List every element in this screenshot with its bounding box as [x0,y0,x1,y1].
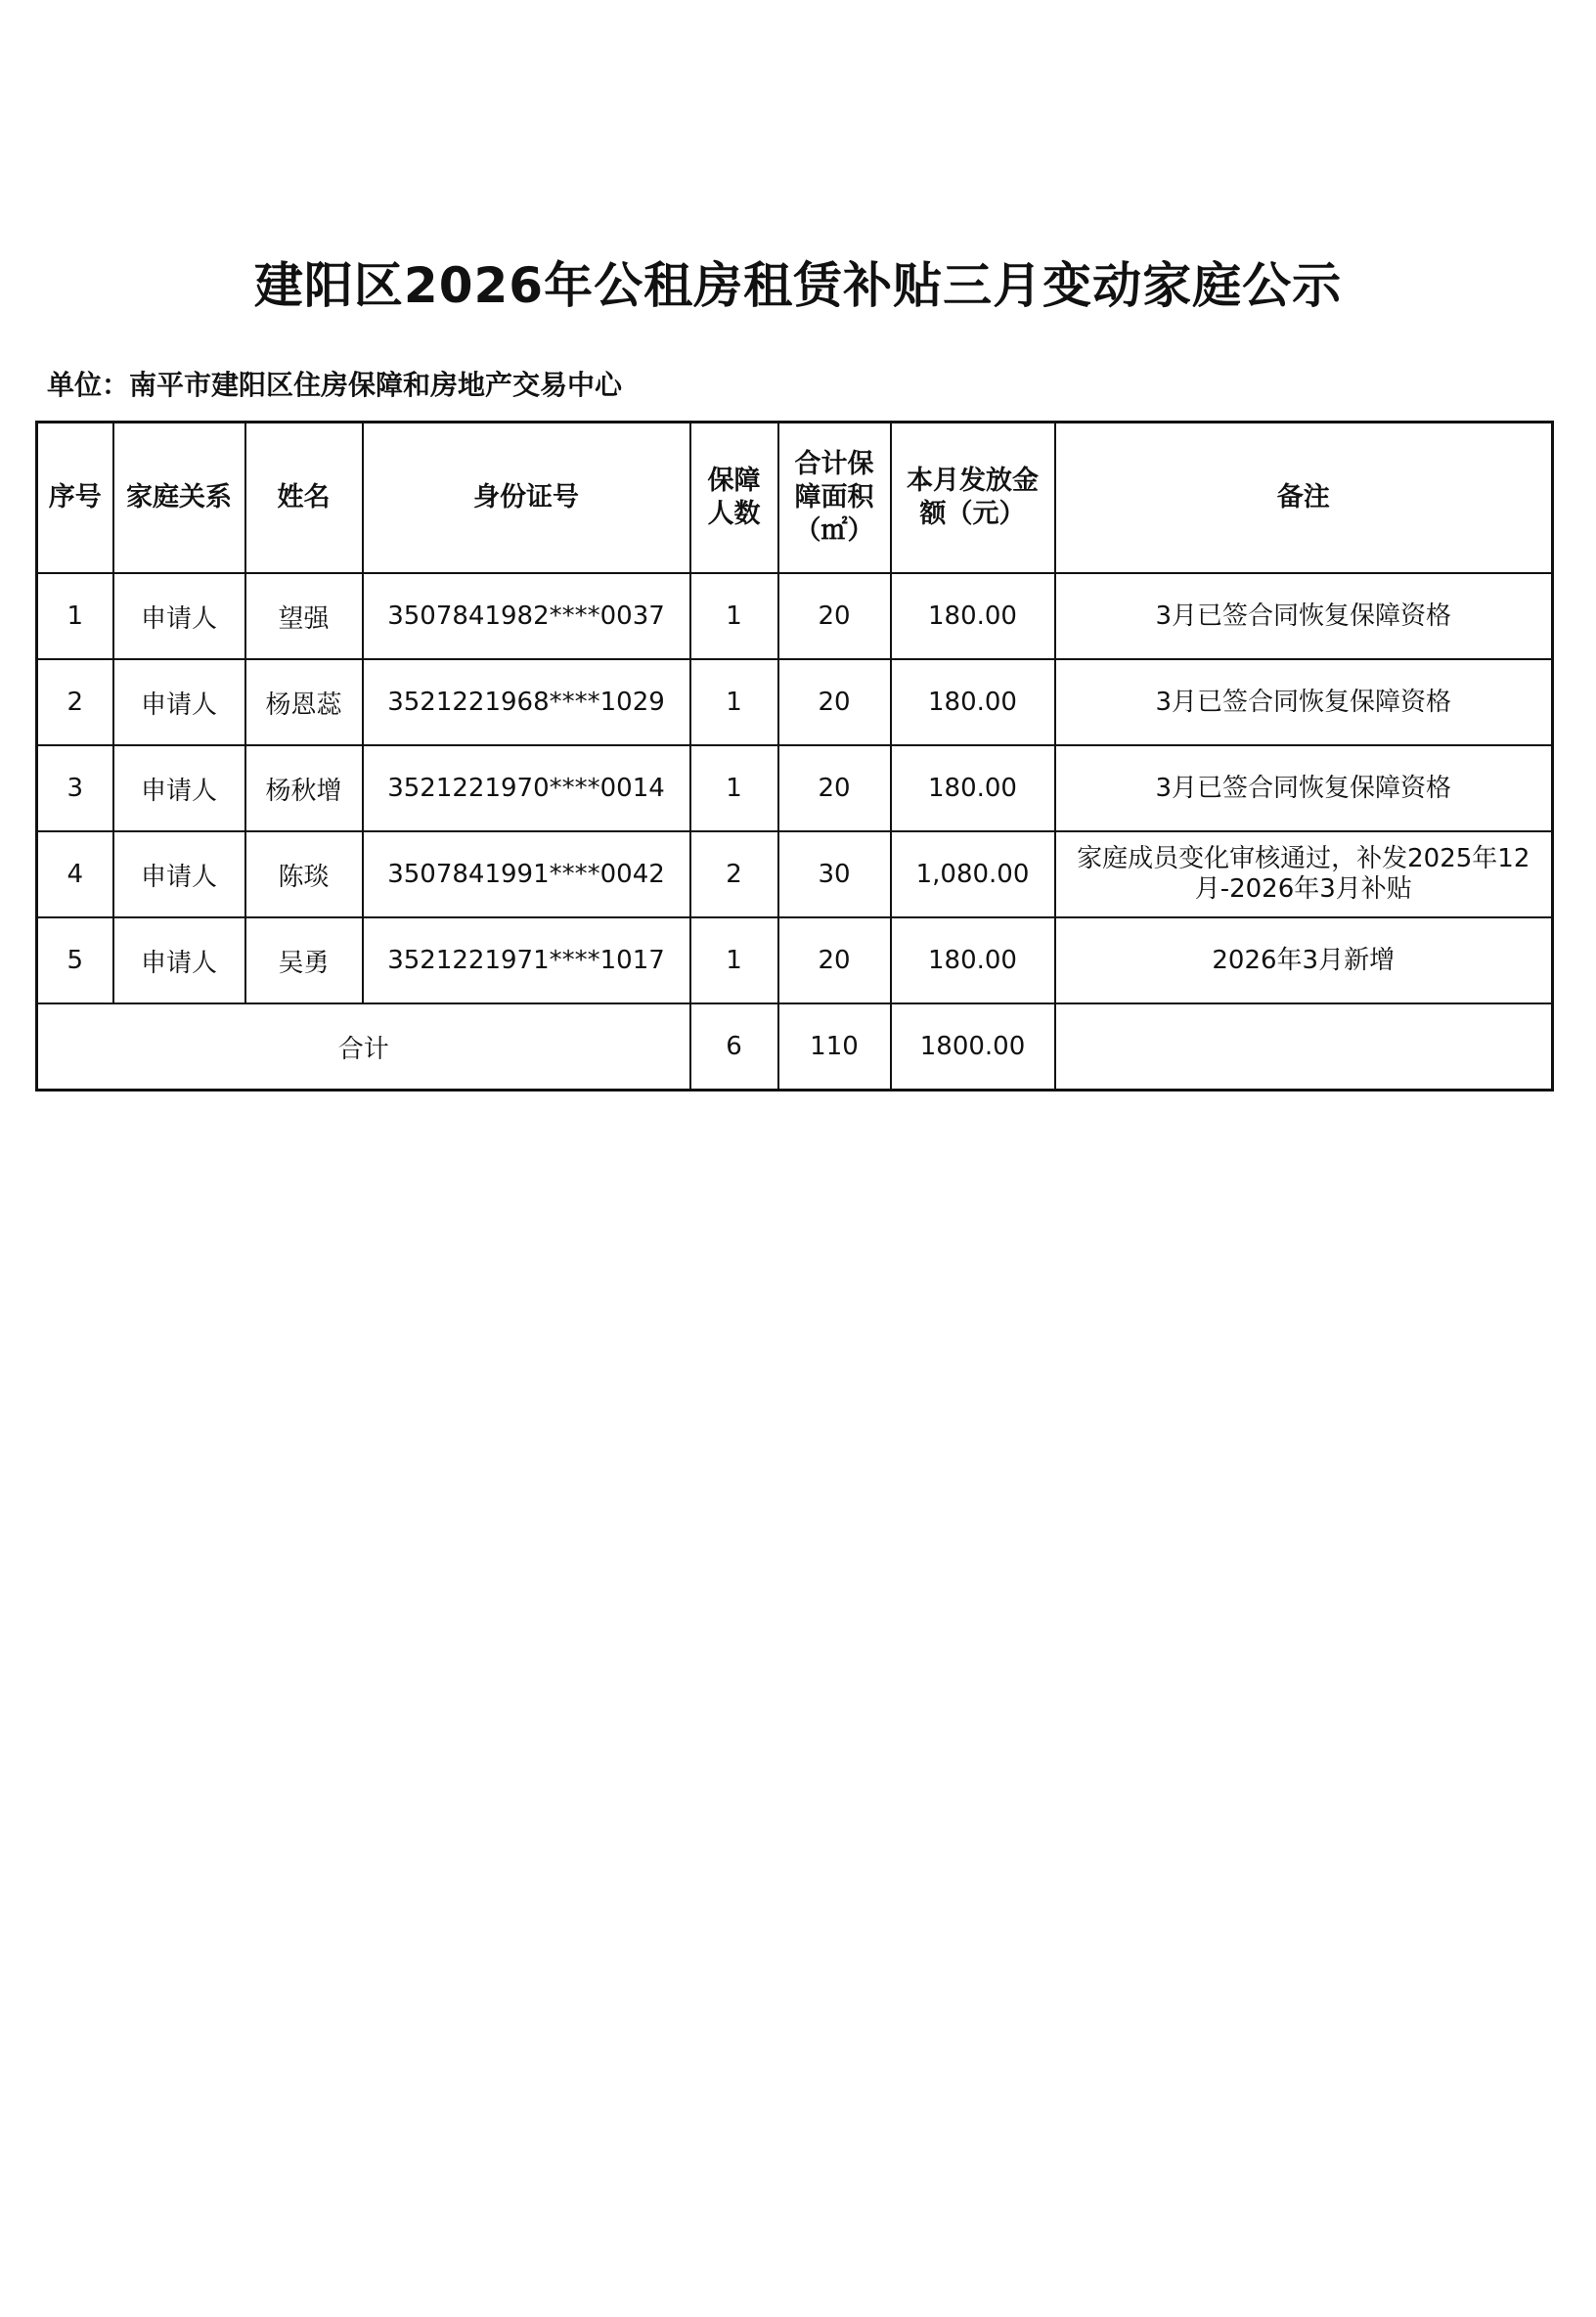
header-name: 姓名 [245,423,363,574]
total-label: 合计 [37,1003,690,1091]
table-row [37,831,1553,917]
cell-area: 20 [778,745,891,831]
total-remarks [1055,1003,1553,1091]
header-amount: 本月发放金额（元） [891,423,1055,574]
total-area: 110 [778,1003,891,1091]
cell-relation: 申请人 [113,831,245,917]
cell-id-number: 3507841982****0037 [363,573,690,659]
cell-relation: 申请人 [113,917,245,1003]
cell-amount: 180.00 [891,573,1055,659]
table-row [37,573,1553,659]
header-id-number: 身份证号 [363,423,690,574]
cell-remarks: 3月已签合同恢复保障资格 [1055,573,1553,659]
cell-area: 20 [778,659,891,745]
unit-line: 单位：南平市建阳区住房保障和房地产交易中心 [47,369,623,401]
cell-persons: 1 [690,659,778,745]
cell-amount: 180.00 [891,917,1055,1003]
total-row [37,1003,1553,1091]
cell-area: 20 [778,573,891,659]
cell-amount: 180.00 [891,745,1055,831]
cell-seq: 4 [37,831,113,917]
subsidy-table [35,421,1554,1092]
cell-persons: 1 [690,917,778,1003]
cell-relation: 申请人 [113,573,245,659]
cell-remarks: 2026年3月新增 [1055,917,1553,1003]
cell-area: 20 [778,917,891,1003]
cell-remarks: 家庭成员变化审核通过，补发2025年12月-2026年3月补贴 [1055,831,1553,917]
cell-remarks: 3月已签合同恢复保障资格 [1055,659,1553,745]
total-persons: 6 [690,1003,778,1091]
cell-relation: 申请人 [113,659,245,745]
cell-seq: 2 [37,659,113,745]
cell-persons: 1 [690,573,778,659]
cell-amount: 1,080.00 [891,831,1055,917]
cell-seq: 5 [37,917,113,1003]
cell-name: 望强 [245,573,363,659]
table-row [37,659,1553,745]
header-area: 合计保障面积（㎡） [778,423,891,574]
cell-id-number: 3521221968****1029 [363,659,690,745]
cell-persons: 2 [690,831,778,917]
total-amount: 1800.00 [891,1003,1055,1091]
cell-area: 30 [778,831,891,917]
cell-amount: 180.00 [891,659,1055,745]
table-row [37,917,1553,1003]
cell-name: 杨秋增 [245,745,363,831]
cell-id-number: 3521221971****1017 [363,917,690,1003]
table-row [37,745,1553,831]
header-relation: 家庭关系 [113,423,245,574]
page-title: 建阳区2026年公租房租赁补贴三月变动家庭公示 [253,257,1343,314]
cell-seq: 3 [37,745,113,831]
header-row [37,423,1553,574]
header-persons: 保障人数 [690,423,778,574]
cell-id-number: 3521221970****0014 [363,745,690,831]
cell-name: 吴勇 [245,917,363,1003]
cell-seq: 1 [37,573,113,659]
cell-id-number: 3507841991****0042 [363,831,690,917]
cell-name: 杨恩蕊 [245,659,363,745]
cell-remarks: 3月已签合同恢复保障资格 [1055,745,1553,831]
cell-persons: 1 [690,745,778,831]
cell-relation: 申请人 [113,745,245,831]
cell-name: 陈琰 [245,831,363,917]
header-seq: 序号 [37,423,113,574]
header-remarks: 备注 [1055,423,1553,574]
